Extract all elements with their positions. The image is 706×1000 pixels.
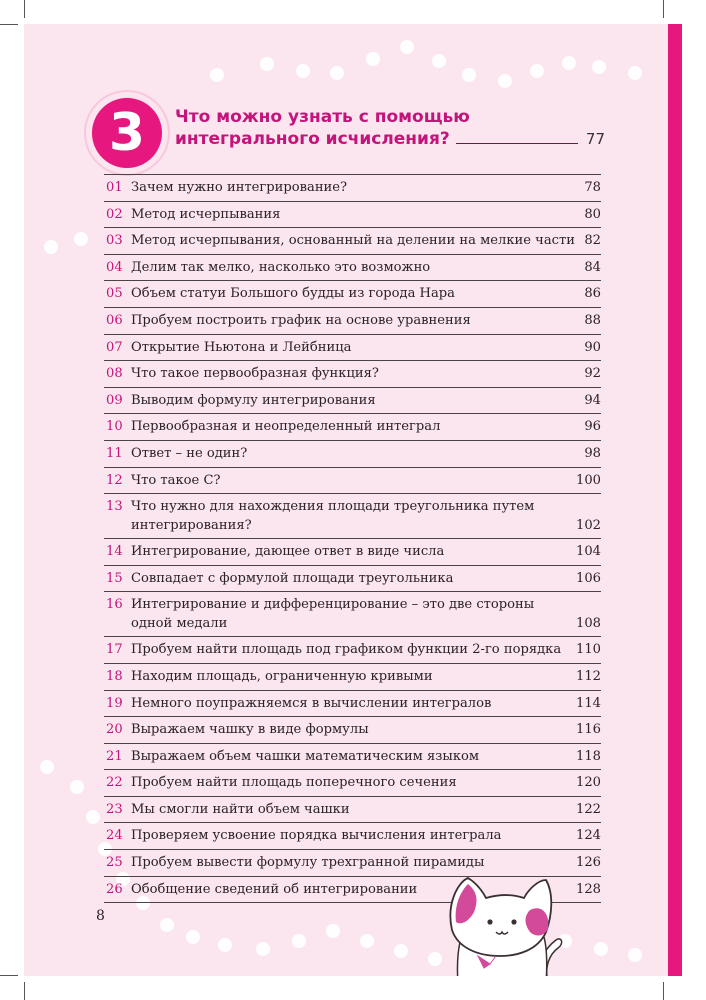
decor-dot xyxy=(330,66,344,80)
toc-row-page: 88 xyxy=(584,312,601,328)
toc-row-page: 92 xyxy=(584,366,601,382)
toc-row-page: 78 xyxy=(584,180,601,195)
toc-row-page: 106 xyxy=(576,570,601,586)
toc-row xyxy=(104,637,601,664)
toc-row xyxy=(104,744,601,771)
toc-row-number: 05 xyxy=(106,286,123,302)
title-leader-rule xyxy=(456,143,578,144)
toc-row xyxy=(104,494,601,539)
cat-eye-right xyxy=(511,919,516,924)
decor-dot xyxy=(86,810,100,824)
toc-row-title: Что такое первообразная функция? xyxy=(131,366,379,382)
toc-row-number: 21 xyxy=(106,748,123,764)
toc-row xyxy=(104,255,601,282)
chapter-number-badge xyxy=(92,98,162,168)
decor-dot xyxy=(400,40,414,54)
toc-row-number: 03 xyxy=(106,233,123,249)
decor-dot xyxy=(530,64,544,78)
toc-row-title: Первообразная и неопределенный интеграл xyxy=(131,419,441,435)
toc-row xyxy=(104,539,601,566)
toc-row-number: 26 xyxy=(106,881,123,897)
toc-row-number: 19 xyxy=(106,695,123,711)
decor-dot xyxy=(498,74,512,88)
toc-row-page: 110 xyxy=(576,642,601,658)
toc-row-page: 114 xyxy=(576,695,601,711)
toc-row-page: 120 xyxy=(576,775,601,791)
crop-mark xyxy=(663,982,664,1000)
toc-row-page: 90 xyxy=(584,339,601,355)
toc-row xyxy=(104,202,601,229)
toc-row-page: 96 xyxy=(584,419,601,435)
chapter-title xyxy=(175,106,605,150)
toc-row-number: 13 xyxy=(106,499,123,515)
toc-row-page: 80 xyxy=(584,206,601,222)
decor-dot xyxy=(292,934,306,948)
book-page xyxy=(24,24,682,976)
toc-row-title: Интегрирование и дифференцирование – это две стороны xyxy=(131,597,535,613)
toc-row xyxy=(104,308,601,335)
decor-dot xyxy=(218,938,232,952)
toc-row xyxy=(104,823,601,850)
toc-row-number: 10 xyxy=(106,419,123,435)
toc-row xyxy=(104,361,601,388)
decor-dot xyxy=(40,760,54,774)
toc-row-title: Проверяем усвоение порядка вычисления интеграла xyxy=(131,828,502,844)
toc-row-title: Находим площадь, ограниченную кривыми xyxy=(131,668,433,684)
toc-row-title-continued: одной медали xyxy=(131,616,228,632)
decor-dot xyxy=(562,56,576,70)
toc-row-number: 16 xyxy=(106,597,123,613)
toc-row-page: 124 xyxy=(576,828,601,844)
chapter-title-line2-text: интегрального исчисления? xyxy=(175,129,450,149)
toc-row-page: 116 xyxy=(576,722,601,738)
toc-row-title: Совпадает с формулой площади треугольника xyxy=(131,570,454,586)
toc-row-title: Пробуем найти площадь поперечного сечения xyxy=(131,775,457,791)
toc-row-page: 82 xyxy=(584,233,601,249)
toc-row-number: 23 xyxy=(106,801,123,817)
chapter-title-line2 xyxy=(175,128,605,150)
crop-mark xyxy=(24,982,25,1000)
toc-row-page: 108 xyxy=(576,616,601,632)
chapter-title-line1: Что можно узнать с помощью xyxy=(175,107,470,127)
toc-row-number: 09 xyxy=(106,392,123,408)
toc-row-title: Мы смогли найти объем чашки xyxy=(131,801,350,817)
toc-row xyxy=(104,441,601,468)
toc-row-number: 24 xyxy=(106,828,123,844)
toc-row-page: 122 xyxy=(576,801,601,817)
toc-row-title: Ответ – не один? xyxy=(131,445,248,461)
toc-row xyxy=(104,664,601,691)
toc-row-number: 14 xyxy=(106,544,123,560)
toc-row-title: Открытие Ньютона и Лейбница xyxy=(131,339,352,355)
toc-row-title: Объем статуи Большого будды из города Нара xyxy=(131,286,455,302)
decor-dot xyxy=(366,52,380,66)
decor-dot xyxy=(74,232,88,246)
toc-row-page: 104 xyxy=(576,544,601,560)
toc-row-page: 126 xyxy=(576,855,601,871)
toc-row-number: 15 xyxy=(106,570,123,586)
toc-row-number: 12 xyxy=(106,472,123,488)
cat-eye-left xyxy=(487,919,492,924)
toc-row-page: 98 xyxy=(584,445,601,461)
toc-row xyxy=(104,281,601,308)
toc-row-title: Что такое С? xyxy=(131,472,221,488)
chapter-number: 3 xyxy=(108,103,146,163)
toc-row xyxy=(104,592,601,637)
toc-row xyxy=(104,717,601,744)
toc-row-number: 25 xyxy=(106,855,123,871)
decor-dot xyxy=(594,942,608,956)
toc-row-page: 128 xyxy=(576,881,601,897)
decor-dot xyxy=(394,944,408,958)
toc-row-number: 07 xyxy=(106,339,123,355)
toc-row xyxy=(104,566,601,593)
crop-mark xyxy=(24,0,25,18)
chapter-page-number: 77 xyxy=(585,130,605,148)
decor-dot xyxy=(44,240,58,254)
toc-row-page: 100 xyxy=(576,472,601,488)
decor-dot xyxy=(256,942,270,956)
decor-dot xyxy=(462,68,476,82)
toc-row xyxy=(104,468,601,495)
toc-list xyxy=(104,174,601,903)
toc-row-number: 06 xyxy=(106,312,123,328)
toc-row-title: Пробуем вывести формулу трехгранной пирамиды xyxy=(131,855,485,871)
page-number: 8 xyxy=(96,908,105,924)
toc-row-number: 20 xyxy=(106,722,123,738)
toc-row-title: Пробуем найти площадь под графиком функции 2-го порядка xyxy=(131,642,562,658)
crop-mark xyxy=(0,975,18,976)
toc-row-page: 84 xyxy=(584,259,601,275)
toc-row-page: 118 xyxy=(576,748,601,764)
toc-row-number: 04 xyxy=(106,259,123,275)
decor-dot xyxy=(360,934,374,948)
toc-row-number: 17 xyxy=(106,642,123,658)
crop-mark xyxy=(0,24,18,25)
decor-dot xyxy=(432,54,446,68)
decor-dot xyxy=(210,68,224,82)
toc-row xyxy=(104,335,601,362)
toc-row-number: 01 xyxy=(106,180,123,195)
toc-row xyxy=(104,228,601,255)
toc-row-page: 86 xyxy=(584,286,601,302)
toc-row-title: Немного поупражняемся в вычислении интегралов xyxy=(131,695,492,711)
toc-row-title: Выводим формулу интегрирования xyxy=(131,392,376,408)
decor-dot xyxy=(160,918,174,932)
toc-row xyxy=(104,414,601,441)
toc-row xyxy=(104,388,601,415)
toc-row-title: Что нужно для нахождения площади треугольника путем xyxy=(131,499,535,515)
toc-row-title: Интегрирование, дающее ответ в виде числа xyxy=(131,544,445,560)
decor-dot xyxy=(326,924,340,938)
toc-row-page: 94 xyxy=(584,392,601,408)
decor-dot xyxy=(186,930,200,944)
toc-row xyxy=(104,175,601,202)
toc-row xyxy=(104,770,601,797)
decor-dot xyxy=(628,66,642,80)
toc-row-title: Метод исчерпывания xyxy=(131,206,281,222)
toc-row-title-continued: интегрирования? xyxy=(131,518,252,534)
toc-row-number: 11 xyxy=(106,445,123,461)
toc-row-number: 08 xyxy=(106,366,123,382)
toc-row-title: Зачем нужно интегрирование? xyxy=(131,180,348,195)
toc-row xyxy=(104,850,601,877)
toc-row-number: 18 xyxy=(106,668,123,684)
toc-row-title: Выражаем объем чашки математическим языком xyxy=(131,748,480,764)
crop-mark xyxy=(663,0,664,18)
toc-row-title: Обобщение сведений об интегрировании xyxy=(131,881,418,897)
toc-row-number: 22 xyxy=(106,775,123,791)
cat-illustration xyxy=(438,874,568,976)
toc-row xyxy=(104,797,601,824)
toc-row-page: 102 xyxy=(576,518,601,534)
edge-stripe xyxy=(668,24,682,976)
decor-dot xyxy=(260,57,274,71)
decor-dot xyxy=(592,60,606,74)
decor-dot xyxy=(628,948,642,962)
toc-row-title: Делим так мелко, насколько это возможно xyxy=(131,259,431,275)
toc-row-number: 02 xyxy=(106,206,123,222)
decor-dot xyxy=(70,780,84,794)
toc-row-title: Выражаем чашку в виде формулы xyxy=(131,722,369,738)
decor-dot xyxy=(296,64,310,78)
toc-row xyxy=(104,691,601,718)
toc-row-title: Пробуем построить график на основе уравнения xyxy=(131,312,471,328)
toc-row-title: Метод исчерпывания, основанный на делении на мелкие части xyxy=(131,233,575,249)
toc-row-page: 112 xyxy=(576,668,601,684)
